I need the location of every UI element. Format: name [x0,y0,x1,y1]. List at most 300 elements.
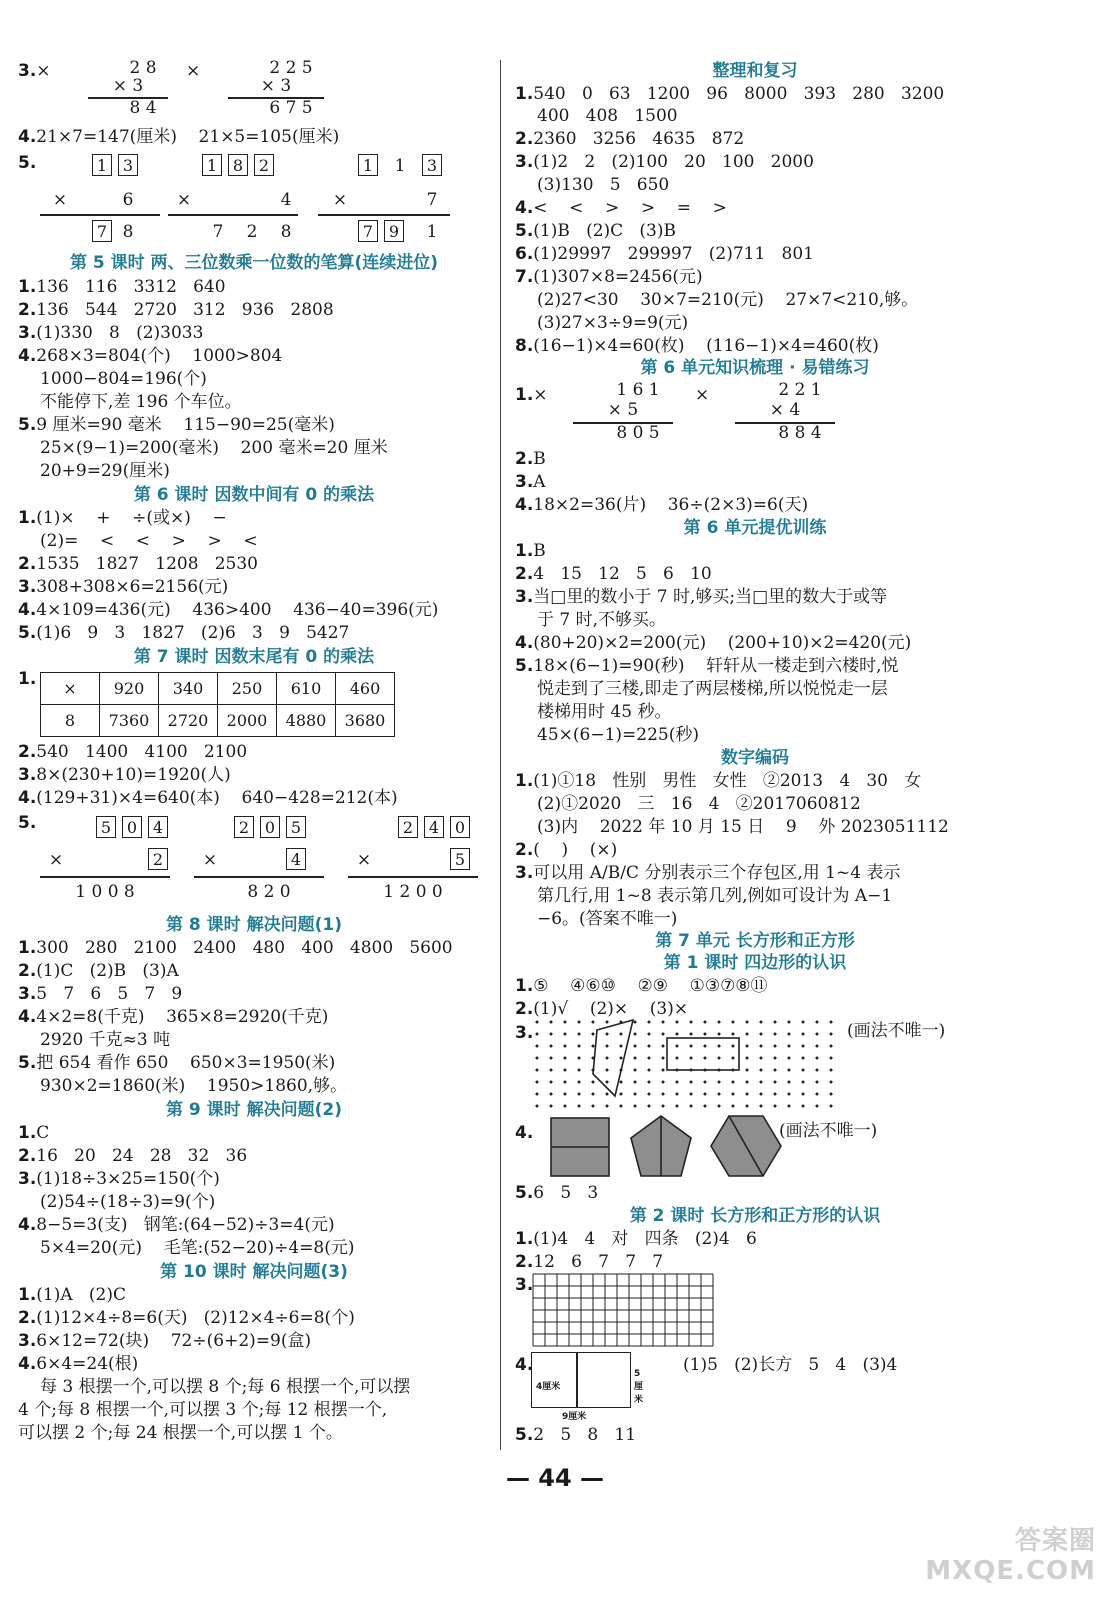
mul-bot: 8 8 4 [778,423,822,443]
grid-dot [760,1093,763,1096]
grid-dot [802,1021,805,1024]
dimension-label: 9厘米 [562,1412,587,1422]
grid-dot [732,1033,735,1036]
grid-dot [564,1093,567,1096]
answer-line: 2.4 15 12 5 6 10 [515,564,712,584]
grid-dot [620,1093,623,1096]
times-sign: × [356,850,372,870]
grid-dot [634,1033,637,1036]
table-cell: 8 [41,705,100,737]
answer-line: 1.B [515,541,546,561]
grid-dot [746,1093,749,1096]
answer-line: 3. [515,1023,534,1043]
answer-line: 2.136 544 2720 312 936 2808 [18,300,334,320]
grid-dot [690,1033,693,1036]
answer-line: (3)130 5 650 [537,175,670,195]
grid-dot [564,1045,567,1048]
table-cell: × [41,673,100,705]
grid-dot [662,1045,665,1048]
answer-line: 5. [18,813,37,833]
answer-line: 1.136 116 3312 640 [18,277,226,297]
grid-dot [718,1081,721,1084]
digit: 7 [212,222,224,242]
mul-bot: 1 2 0 0 [383,882,443,902]
grid-dot [578,1093,581,1096]
answer-line: 25×(9−1)=200(毫米) 200 毫米=20 厘米 [40,438,388,458]
digit-box: 0 [450,816,470,838]
answer-line: (1)5 (2)长方 5 4 (3)4 [683,1355,898,1375]
digit-box: 2 [398,816,418,838]
answer-line: 930×2=1860(米) 1950>1860,够。 [40,1076,348,1096]
divided-shapes [549,1114,789,1180]
grid-dot [788,1045,791,1048]
grid-dot [536,1105,539,1108]
grid-dot [746,1057,749,1060]
grid-dot [578,1081,581,1084]
answer-line: 4 个;每 8 根摆一个,可以摆 3 个;每 12 根摆一个, [18,1400,388,1420]
answer-line: 1000−804=196(个) [40,369,207,389]
answer-line: 400 408 1500 [537,106,678,126]
digit: 7 [426,190,438,210]
digit-box: 5 [286,816,306,838]
answer-line: 5.18×(6−1)=90(秒) 轩轩从一楼走到六楼时,悦 [515,656,899,676]
answer-line: 2.16 20 24 28 32 36 [18,1146,248,1166]
mul-top: 1 6 1 [616,380,660,400]
grid-dot [662,1105,665,1108]
grid-dot [606,1069,609,1072]
grid-dot [830,1021,833,1024]
table-cell: 610 [277,673,336,705]
digit: 1 [394,156,406,176]
answer-line: 5.6 5 3 [515,1183,599,1203]
grid-dot [788,1081,791,1084]
grid-dot [830,1045,833,1048]
answer-line: 4.6×4=24(根) [18,1354,139,1374]
grid-dot [816,1069,819,1072]
digit-box: 4 [148,816,168,838]
grid-dot [774,1069,777,1072]
grid-dot [690,1093,693,1096]
grid-dot [662,1069,665,1072]
grid-dot [620,1105,623,1108]
answer-line: 2.( ) (×) [515,840,618,860]
digit-box: 5 [450,848,470,870]
grid-dot [816,1021,819,1024]
grid-dot [648,1105,651,1108]
mul-rule [40,876,170,878]
answer-line: 2.(1)√ (2)× (3)× [515,999,689,1019]
section-heading: 第 7 单元 长方形和正方形 [655,931,855,951]
digit-box: 0 [260,816,280,838]
grid-dot [592,1033,595,1036]
rectangle-shape [667,1038,739,1070]
table-cell: 250 [218,673,277,705]
grid-dot [718,1093,721,1096]
grid-dot [564,1057,567,1060]
grid-dot [550,1105,553,1108]
grid-dot [774,1105,777,1108]
times-sign: × [176,190,192,210]
grid-dot [634,1081,637,1084]
answer-line: 于 7 时,不够买。 [537,610,667,630]
grid-dot [746,1045,749,1048]
watermark-url: MXQE.COM [925,1556,1096,1586]
grid-dot [578,1021,581,1024]
divide-line [576,1353,578,1407]
answer-line: (3)27×3÷9=9(元) [537,313,689,333]
grid-dot [648,1081,651,1084]
quadrilateral-shape [593,1020,633,1096]
grid-dot [676,1105,679,1108]
grid-dot [578,1057,581,1060]
mul-bot: 1 0 0 8 [75,882,135,902]
mul-top: 2 2 1 [778,380,822,400]
grid-dot [704,1057,707,1060]
grid-dot [648,1033,651,1036]
section-heading: 第 6 单元知识梳理 · 易错练习 [640,358,870,378]
grid-dot [802,1045,805,1048]
grid-dot [802,1093,805,1096]
grid-dot [760,1033,763,1036]
times-sign: × [48,850,64,870]
grid-dot [760,1081,763,1084]
section-heading: 数字编码 [721,748,789,768]
grid-dot [648,1057,651,1060]
answer-line: (3)内 2022 年 10 月 15 日 9 外 2023051112 [537,817,949,837]
answer-line: 4.21×7=147(厘米) 21×5=105(厘米) [18,127,340,147]
grid-dot [662,1081,665,1084]
grid-dot [732,1093,735,1096]
grid-dot [746,1033,749,1036]
answer-line: 3.可以用 A/B/C 分别表示三个存包区,用 1~4 表示 [515,863,901,883]
grid-dot [592,1081,595,1084]
watermark-logo [925,1526,1096,1586]
mul-rule [40,214,160,216]
answer-line: 4.4×109=436(元) 436>400 436−40=396(元) [18,600,439,620]
square-grid-figure [531,1272,721,1352]
grid-dot [592,1105,595,1108]
mul-mid: × 3 [260,76,292,96]
grid-dot [732,1105,735,1108]
grid-dot [606,1045,609,1048]
rectangle-diagram [531,1352,644,1422]
grid-dot [620,1081,623,1084]
digit-box: 2 [254,154,274,176]
grid-dot [802,1069,805,1072]
section-heading: 第 6 单元提优训练 [683,518,827,538]
grid-dot [634,1021,637,1024]
grid-dot [732,1057,735,1060]
mul-rule [168,214,298,216]
section-heading: 第 9 课时 解决问题(2) [166,1100,342,1120]
square-grid [533,1274,713,1346]
grid-dot [746,1081,749,1084]
grid-dot [536,1057,539,1060]
section-heading: 整理和复习 [712,61,798,81]
grid-dot [550,1093,553,1096]
grid-dot [732,1045,735,1048]
section-heading: 第 2 课时 长方形和正方形的认识 [629,1206,881,1226]
table-cell: 4880 [277,705,336,737]
answer-line: (2)= < < > > < [40,531,258,551]
grid-dot [606,1081,609,1084]
answer-line: 5. [18,153,37,173]
answer-line: 2.1535 1827 1208 2530 [18,554,258,574]
answer-line: (2)27<30 30×7=210(元) 27×7<210,够。 [537,290,919,310]
dimension-label: 4厘米 [536,1382,561,1392]
grid-dot [704,1105,707,1108]
grid-dot [774,1045,777,1048]
table-row [41,705,395,737]
grid-dot [634,1105,637,1108]
grid-dot [536,1021,539,1024]
grid-dot [704,1021,707,1024]
grid-dot [550,1081,553,1084]
grid-dot [816,1033,819,1036]
grid-dot [760,1021,763,1024]
mul-bot: 8 2 0 [247,882,291,902]
grid-dot [718,1105,721,1108]
grid-dot [690,1057,693,1060]
grid-dot [788,1069,791,1072]
grid-dot [578,1045,581,1048]
grid-dot [606,1093,609,1096]
grid-dot [662,1021,665,1024]
grid-dot [634,1069,637,1072]
grid-dot [578,1033,581,1036]
answer-line: 3.× [18,61,51,81]
mul-bot: 8 0 5 [616,423,660,443]
grid-dot [760,1069,763,1072]
section-heading: 第 10 课时 解决问题(3) [160,1262,348,1282]
grid-dot [550,1033,553,1036]
grid-dot [550,1021,553,1024]
times-sign: × [332,190,348,210]
grid-dot [774,1021,777,1024]
grid-dot [648,1045,651,1048]
section-heading: 第 5 课时 两、三位数乘一位数的笔算(连续进位) [69,253,439,273]
dimension-label: 5厘米 [634,1369,644,1405]
grid-dot [536,1033,539,1036]
digit: 1 [426,222,438,242]
answer-mark: × [695,385,710,405]
grid-dot [816,1093,819,1096]
section-heading: 第 1 课时 四边形的认识 [663,953,847,973]
digit-box: 7 [92,220,112,242]
grid-dot [690,1105,693,1108]
grid-dot [816,1045,819,1048]
times-sign: × [202,850,218,870]
grid-dot [774,1081,777,1084]
grid-dot [690,1045,693,1048]
digit-box: 3 [118,154,138,176]
grid-dot [746,1069,749,1072]
table-cell: 7360 [100,705,159,737]
grid-dot [634,1093,637,1096]
grid-dot [592,1093,595,1096]
grid-dot [802,1033,805,1036]
answer-line: 1.(1)4 4 对 四条 (2)4 6 [515,1229,757,1249]
answer-line: 1.(1)A (2)C [18,1285,126,1305]
answer-line: −6。(答案不唯一) [537,909,678,929]
grid-dot [760,1045,763,1048]
grid-dot [592,1045,595,1048]
answer-line: 1.C [18,1123,50,1143]
digit-box: 5 [96,816,116,838]
grid-dot [662,1093,665,1096]
answer-line: 3.308+308×6=2156(元) [18,577,229,597]
grid-dot [550,1045,553,1048]
grid-dot [662,1033,665,1036]
answer-line: 2.540 1400 4100 2100 [18,742,248,762]
grid-dot [578,1069,581,1072]
grid-dot [536,1093,539,1096]
digit: 4 [280,190,292,210]
grid-dot [690,1021,693,1024]
digit-box: 1 [202,154,222,176]
mul-mid: × 4 [769,400,801,420]
mul-bot: 8 4 [129,98,157,118]
grid-dot [830,1057,833,1060]
answer-line: 3.(1)2 2 (2)100 20 100 2000 [515,152,814,172]
answer-line: 3.(1)330 8 (2)3033 [18,323,204,343]
digit-box: 2 [234,816,254,838]
grid-dot [774,1033,777,1036]
grid-dot [648,1069,651,1072]
grid-dot [830,1093,833,1096]
answer-line: 4. [515,1355,534,1375]
answer-line: 5×4=20(元) 毛笔:(52−20)÷4=8(元) [40,1238,355,1258]
digit-box: 3 [422,154,442,176]
grid-dot [606,1033,609,1036]
grid-dot [690,1081,693,1084]
grid-dot [564,1069,567,1072]
table-cell: 920 [100,673,159,705]
grid-dot [816,1081,819,1084]
grid-dot [564,1033,567,1036]
grid-dot [564,1081,567,1084]
grid-dot [746,1021,749,1024]
mul-mid: × 3 [112,76,144,96]
dot-grid [536,1021,833,1108]
grid-dot [816,1057,819,1060]
mul-mid: × 5 [607,400,639,420]
grid-dot [830,1069,833,1072]
mul-bot: 6 7 5 [269,98,313,118]
answer-line: 4.(129+31)×4=640(本) 640−428=212(本) [18,788,398,808]
answer-line: 楼梯用时 45 秒。 [537,702,672,722]
answer-line: 1.540 0 63 1200 96 8000 393 280 3200 [515,84,945,104]
grid-dot [718,1021,721,1024]
grid-dot [536,1045,539,1048]
table-cell: 2000 [218,705,277,737]
answer-line: 4.18×2=36(片) 36÷(2×3)=6(天) [515,495,809,515]
answer-line: 1.× [515,385,548,405]
grid-dot [732,1021,735,1024]
table-cell: 3680 [336,705,395,737]
answer-line: 8.(16−1)×4=60(枚) (116−1)×4=460(枚) [515,336,879,356]
grid-dot [788,1021,791,1024]
mul-top: 2 8 [129,58,157,78]
grid-dot [550,1057,553,1060]
grid-dot [802,1081,805,1084]
note: (画法不唯一) [779,1121,878,1141]
grid-dot [774,1093,777,1096]
section-heading: 第 7 课时 因数末尾有 0 的乘法 [133,647,375,667]
grid-dot [536,1069,539,1072]
grid-dot [802,1057,805,1060]
grid-dot [830,1033,833,1036]
grid-dot [746,1105,749,1108]
grid-dot [564,1021,567,1024]
answer-line: 5.2 5 8 11 [515,1425,637,1445]
grid-dot [634,1057,637,1060]
answer-line: 每 3 根摆一个,可以摆 8 个;每 6 根摆一个,可以摆 [40,1377,411,1397]
mul-rule [348,876,478,878]
answer-line: 4.268×3=804(个) 1000>804 [18,346,283,366]
mul-rule [318,214,450,216]
grid-dot [816,1105,819,1108]
digit: 8 [280,222,292,242]
answer-line: 2.B [515,449,546,469]
mul-top: 2 2 5 [269,58,313,78]
grid-dot [788,1057,791,1060]
answer-line: 1.(1)× + ÷(或×) − [18,508,227,528]
answer-line: 3.A [515,472,546,492]
grid-dot [774,1057,777,1060]
answer-line: 4.< < > > = > [515,198,727,218]
grid-dot [620,1033,623,1036]
grid-dot [676,1057,679,1060]
mul-rule [194,876,324,878]
table-cell: 340 [159,673,218,705]
grid-dot [676,1093,679,1096]
grid-dot [676,1033,679,1036]
grid-dot [704,1081,707,1084]
answer-line: 2.2360 3256 4635 872 [515,129,745,149]
answer-line: 3.5 7 6 5 7 9 [18,984,183,1004]
times-sign: × [52,190,68,210]
answer-line: 3.8×(230+10)=1920(人) [18,765,231,785]
answer-line: 3. [515,1275,534,1295]
answer-line: 3.(1)18÷3×25=150(个) [18,1169,220,1189]
grid-dot [830,1105,833,1108]
digit-box: 4 [424,816,444,838]
grid-dot [704,1045,707,1048]
grid-dot [550,1069,553,1072]
table-cell: 2720 [159,705,218,737]
grid-dot [802,1105,805,1108]
answer-line: 4. [515,1123,534,1143]
answer-line: 1.300 280 2100 2400 480 400 4800 5600 [18,938,453,958]
digit-box: 9 [384,220,404,242]
watermark-text: 答案圈 [1014,1526,1096,1556]
answer-mark: × [186,61,201,81]
answer-line: 第几行,用 1~8 表示第几列,例如可设计为 A−1 [537,886,893,906]
column-divider [500,60,501,1450]
grid-dot [676,1021,679,1024]
answer-line: 45×(6−1)=225(秒) [537,725,699,745]
grid-dot [648,1021,651,1024]
grid-dot [830,1081,833,1084]
grid-dot [592,1021,595,1024]
answer-line: 3.当□里的数小于 7 时,够买;当□里的数大于或等 [515,587,888,607]
grid-dot [718,1045,721,1048]
digit-box: 2 [148,848,168,870]
answer-line: 5.9 厘米=90 毫米 115−90=25(毫米) [18,415,335,435]
page-number: — 44 — [505,1464,605,1492]
dot-grid-figure [533,1018,853,1112]
